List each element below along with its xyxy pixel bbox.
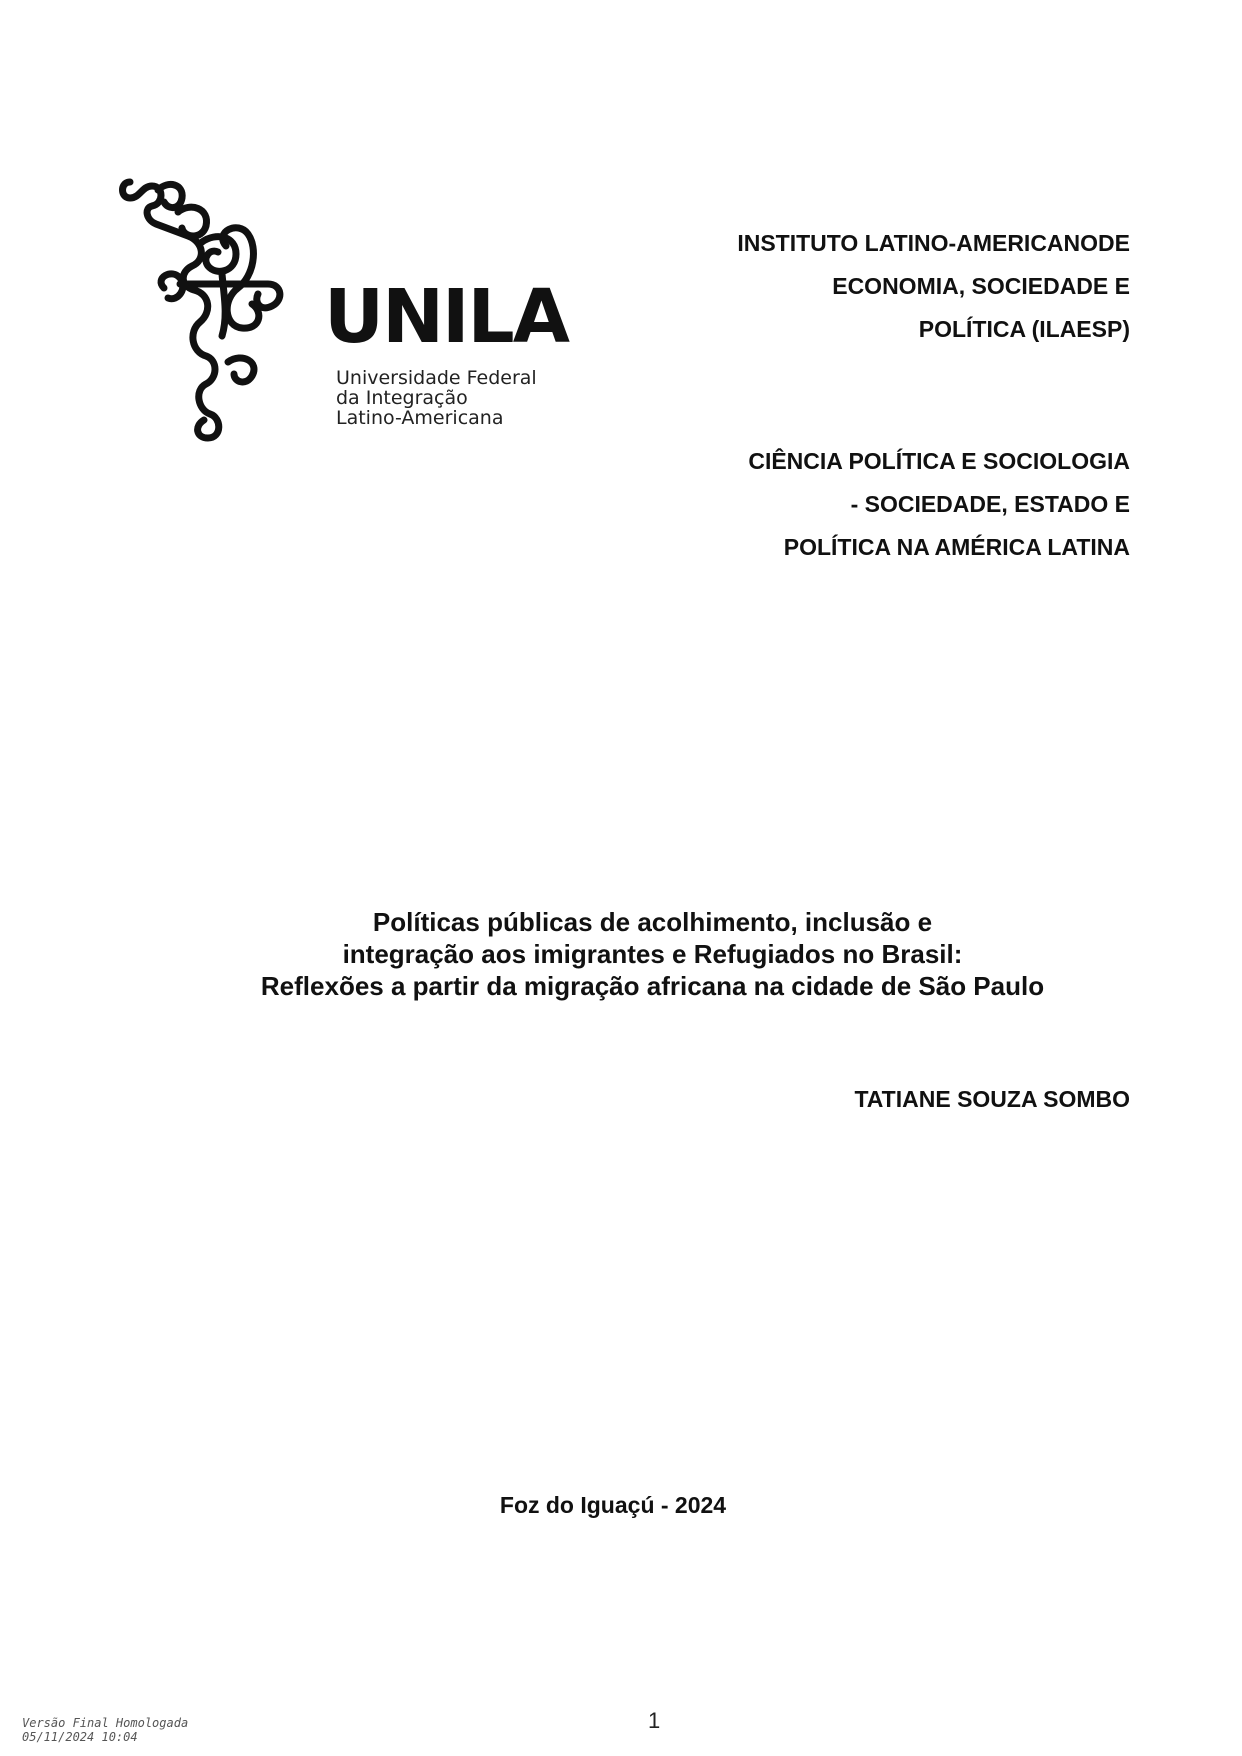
place-and-year: Foz do Iguaçú - 2024 <box>499 1492 727 1518</box>
version-watermark <box>22 1716 188 1744</box>
document-title <box>0 906 1242 1002</box>
program-line: - SOCIEDADE, ESTADO E <box>850 491 1130 517</box>
page-number: 1 <box>648 1708 661 1733</box>
watermark-line: Versão Final Homologada <box>22 1716 189 1730</box>
watermark-line: 05/11/2024 10:04 <box>22 1730 138 1744</box>
logo-subtitle-line: da Integração <box>336 387 468 409</box>
program-line: CIÊNCIA POLÍTICA E SOCIOLOGIA <box>748 448 1130 474</box>
program-line: POLÍTICA NA AMÉRICA LATINA <box>783 534 1130 560</box>
institute-line: ECONOMIA, SOCIEDADE E <box>832 273 1130 299</box>
logo-subtitle-line: Latino-Americana <box>336 407 504 429</box>
title-line: Reflexões a partir da migração africana na cidade de São Paulo <box>260 971 1045 1001</box>
title-line: integração aos imigrantes e Refugiados no Brasil: <box>342 939 963 969</box>
unila-knot-logo-icon <box>118 176 328 446</box>
title-line: Políticas públicas de acolhimento, inclusão e <box>372 907 933 937</box>
logo-subtitle <box>336 368 537 428</box>
institute-line: INSTITUTO LATINO-AMERICANODE <box>737 230 1130 256</box>
unila-logo <box>118 176 568 446</box>
author-name: TATIANE SOUZA SOMBO <box>854 1086 1130 1112</box>
institute-line: POLÍTICA (ILAESP) <box>918 316 1130 342</box>
logo-name: UNILA <box>324 274 568 360</box>
logo-subtitle-line: Universidade Federal <box>336 367 537 389</box>
program-heading <box>748 440 1130 569</box>
institute-heading <box>737 222 1130 351</box>
